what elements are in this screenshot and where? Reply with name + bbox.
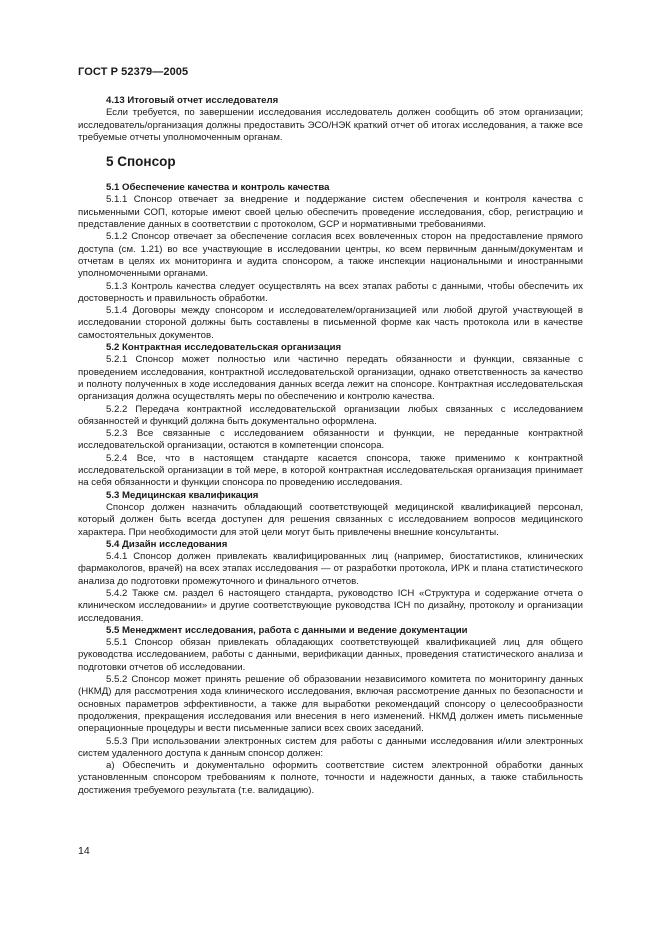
paragraph-5-5-2: 5.5.2 Спонсор может принять решение об образовании независимого комитета по мониторингу данных (НКМД) для рассмотрения хода клинического исследования, включая рассмотрение данных по безопасности и основных параметров эффективности, а также для выработки рекомендаций спонсору о целесообразности продолжения, прекращения исследования или внесения в него изменений. НКМД должен иметь письменные операционные процедуры и вести письменные записи всех своих заседаний.: [78, 674, 583, 735]
page-number: 14: [78, 845, 90, 857]
paragraph-5-2-2: 5.2.2 Передача контрактной исследовательской организации любых связанных с исследованием обязанностей и функций должна быть документально оформлена.: [78, 403, 583, 427]
paragraph-5-4-2: 5.4.2 Также см. раздел 6 настоящего стандарта, руководство ICH «Структура и содержание отчета о клиническом исследовании» и другие соответствующие руководства ICH по дизайну, протоколу и организации исследования.: [78, 587, 583, 624]
paragraph-5-5-3: 5.5.3 При использовании электронных систем для работы с данными исследования и/или электронных систем удаленного доступа к данным спонсор должен:: [78, 735, 583, 759]
paragraph-5-2-1: 5.2.1 Спонсор может полностью или частично передать обязанности и функции, связанные с проведением исследования, контрактной исследовательской организации, однако ответственность за качество и полноту полученных в ходе исследования данных всегда лежит на спонсоре. Контрактная исследовательская организация должна осуществлять меры по обеспечению и контролю качества.: [78, 354, 583, 403]
paragraph-5-2-3: 5.2.3 Все связанные с исследованием обязанности и функции, не переданные контрактной исследовательской организации, остаются в компетенции спонсора.: [78, 428, 583, 452]
paragraph-5-1-3: 5.1.3 Контроль качества следует осуществлять на всех этапах работы с данными, чтобы обеспечить их достоверность и правильность обработки.: [78, 280, 583, 304]
section-heading-5-3: 5.3 Медицинская квалификация: [106, 489, 259, 501]
section-heading-5-2: 5.2 Контрактная исследовательская организация: [106, 342, 342, 354]
paragraph-5-5-3-a: а) Обеспечить и документально оформить соответствие систем электронной обработки данных установленным спонсором требованиям к полноте, точности и надежности данных, а также стабильность достижения требуемого результата (т.е. валидацию).: [78, 760, 583, 796]
paragraph-5-5-1: 5.5.1 Спонсор обязан привлекать обладающих соответствующей квалификацией лиц для общего руководства исследованием, работы с данными, верификации данных, проведения статистического анализа и подготовки отчетов об исследовании.: [78, 637, 583, 673]
paragraph-5-1-1: 5.1.1 Спонсор отвечает за внедрение и поддержание систем обеспечения и контроля качества с письменными СОП, которые имеют своей целью обеспечить проведение исследования, сбор, регистрацию и представление данных в соответствии с протоколом, GCP и нормативными требованиями.: [78, 194, 583, 231]
paragraph-5-4-1: 5.4.1 Спонсор должен привлекать квалифицированных лиц (например, биостатистиков, клинических фармакологов, врачей) на всех этапах исследования — от разработки протокола, ИРК и плана статистического анализа до подготовки промежуточного и финального отчетов.: [78, 551, 583, 587]
paragraph-5-1-2: 5.1.2 Спонсор отвечает за обеспечение согласия всех вовлеченных сторон на предоставление прямого доступа (см. 1.21) во все участвующие в исследовании центры, ко всем первичным данным/документам и отчетам в целях их мониторинга и аудита спонсором, а также инспекции национальными и иностранными уполномоченными органами.: [78, 231, 583, 280]
paragraph-5-1-4: 5.1.4 Договоры между спонсором и исследователем/организацией или любой другой участвующей в исследовании стороной должны быть составлены в письменной форме как часть протокола или в качестве самостоятельных документов.: [78, 305, 583, 341]
paragraph-5-2-4: 5.2.4 Все, что в настоящем стандарте касается спонсора, также применимо к контрактной исследовательской организации в той мере, в которой контрактная исследовательская организация принимает на себя обязанности и функции спонсора по проведению исследования.: [78, 452, 583, 489]
section-heading-5-5: 5.5 Менеджмент исследования, работа с данными и ведение документации: [106, 624, 468, 636]
section-heading-4-13: 4.13 Итоговый отчет исследователя: [106, 95, 279, 106]
paragraph-5-3: Спонсор должен назначить обладающий соответствующей медицинской квалификацией персонал, который должен быть всегда доступен для решения связанных с исследованием вопросов медицинского характера. При необходимости для этой цели могут быть привлечены внешние консультанты.: [78, 501, 583, 538]
paragraph-4-13: Если требуется, по завершении исследования исследователь должен сообщить об этом организации; исследователь/организация должны предоставить ЭСО/НЭК краткий отчет об итогах исследования, а также все требуемые отчеты уполномоченным органам.: [78, 107, 583, 143]
section-title-5: 5 Спонсор: [106, 154, 176, 170]
page-header: ГОСТ Р 52379—2005: [78, 66, 189, 78]
section-heading-5-1: 5.1 Обеспечение качества и контроль качества: [106, 182, 330, 194]
section-heading-5-4: 5.4 Дизайн исследования: [106, 538, 228, 550]
document-body: [78, 95, 583, 797]
